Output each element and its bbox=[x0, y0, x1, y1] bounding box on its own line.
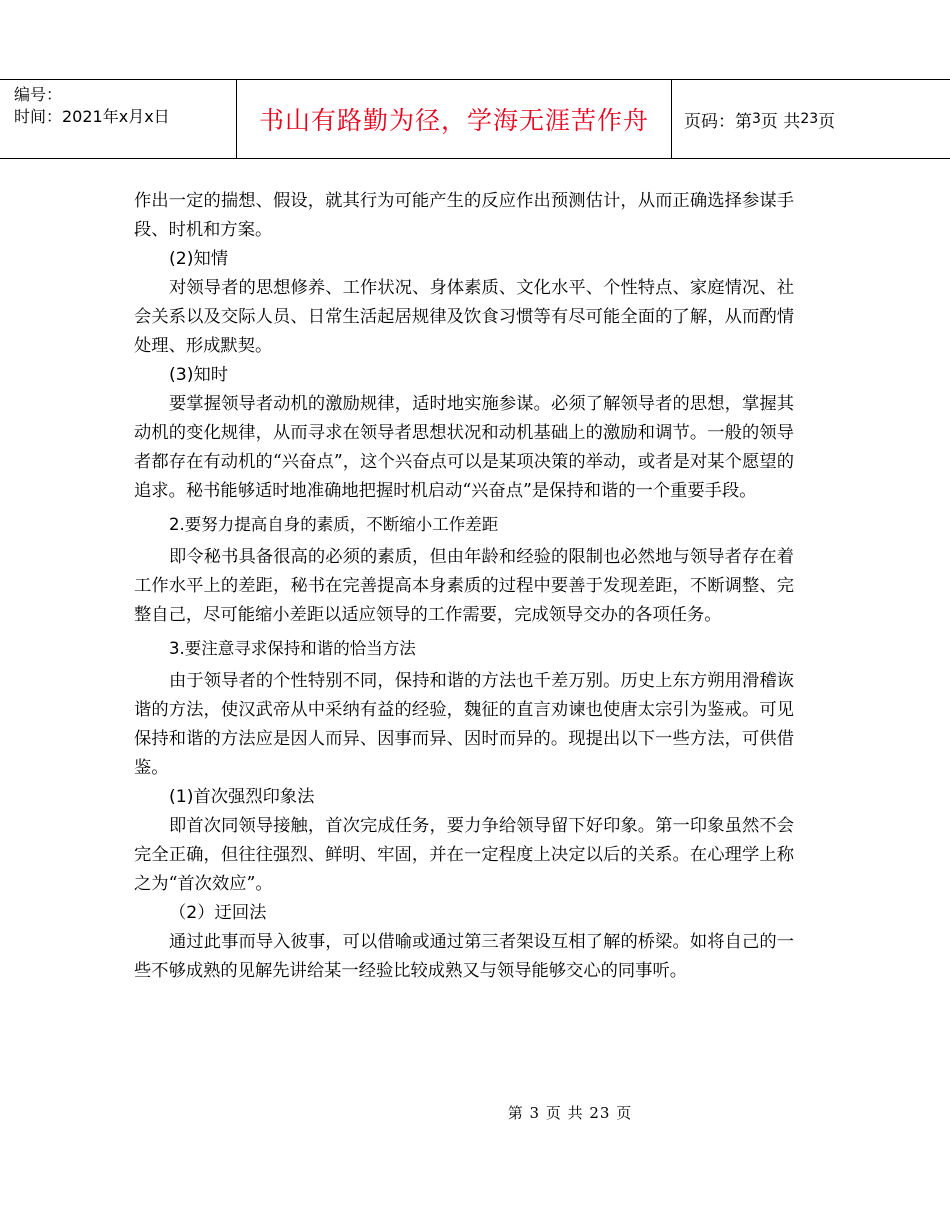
subheading: (2)知情 bbox=[169, 249, 229, 269]
paragraph: 通过此事而导入彼事，可以借喻或通过第三者架设互相了解的桥梁。如将自己的一些不够成熟的见解先讲给某一经验比较成熟又与领导能够交心的同事听。 bbox=[134, 932, 794, 981]
document-body bbox=[134, 187, 794, 986]
page-total: 23 bbox=[800, 111, 819, 127]
paragraph: 对领导者的思想修养、工作状况、身体素质、文化水平、个性特点、家庭情况、社会关系以及交际人员、日常生活起居规律及饮食习惯等有尽可能全面的了解，从而酌情处理、形成默契。 bbox=[134, 278, 794, 356]
page-suffix: 页 bbox=[818, 111, 836, 132]
paragraph: 作出一定的揣想、假设，就其行为可能产生的反应作出预测估计，从而正确选择参谋手段、时机和方案。 bbox=[134, 191, 794, 240]
header-meta-cell bbox=[0, 80, 237, 158]
page-footer: 第 3 页 共 23 页 bbox=[507, 1104, 633, 1122]
page-header bbox=[0, 79, 950, 159]
paragraph: 由于领导者的个性特别不同，保持和谐的方法也千差万别。历史上东方朔用滑稽诙谐的方法，使汉武帝从中采纳有益的经验，魏征的直言劝谏也使唐太宗引为鉴戒。可见保持和谐的方法应是因人而异、因事而异、因时而异的。现提出以下一些方法，可供借鉴。 bbox=[134, 671, 794, 778]
section-heading: 3.要注意寻求保持和谐的恰当方法 bbox=[169, 639, 416, 658]
page-prefix: 页码：第 bbox=[684, 111, 752, 132]
page-current: 3 bbox=[752, 111, 761, 127]
paragraph: 要掌握领导者动机的激励规律，适时地实施参谋。必须了解领导者的思想，掌握其动机的变化规律，从而寻求在领导者思想状况和动机基础上的激励和调节。一般的领导者都存在有动机的“兴奋点”，这个兴奋点可以是某项决策的举动，或者是对某个愿望的追求。秘书能够适时地准确地把握时机启动“兴奋点”是保持和谐的一个重要手段。 bbox=[134, 394, 794, 501]
paragraph: 即令秘书具备很高的必须的素质，但由年龄和经验的限制也必然地与领导者存在着工作水平上的差距，秘书在完善提高本身素质的过程中要善于发现差距，不断调整、完整自己，尽可能缩小差距以适应领导的工作需要，完成领导交办的各项任务。 bbox=[134, 547, 794, 625]
paragraph: 即首次同领导接触，首次完成任务，要力争给领导留下好印象。第一印象虽然不会完全正确，但往往强烈、鲜明、牢固，并在一定程度上决定以后的关系。在心理学上称之为“首次效应”。 bbox=[134, 816, 794, 894]
number-label: 编号： bbox=[14, 85, 63, 104]
section-heading: 2.要努力提高自身的素质，不断缩小工作差距 bbox=[169, 515, 499, 534]
page-mid: 页 共 bbox=[760, 111, 801, 132]
time-label: 时间：2021年x月x日 bbox=[14, 107, 170, 126]
subheading: (3)知时 bbox=[169, 365, 229, 385]
header-motto-cell bbox=[237, 80, 672, 158]
header-page-cell bbox=[672, 80, 950, 158]
subheading: （2）迂回法 bbox=[169, 903, 267, 923]
header-motto: 书山有路勤为径，学海无涯苦作舟 bbox=[258, 106, 649, 135]
subheading: (1)首次强烈印象法 bbox=[169, 787, 315, 807]
